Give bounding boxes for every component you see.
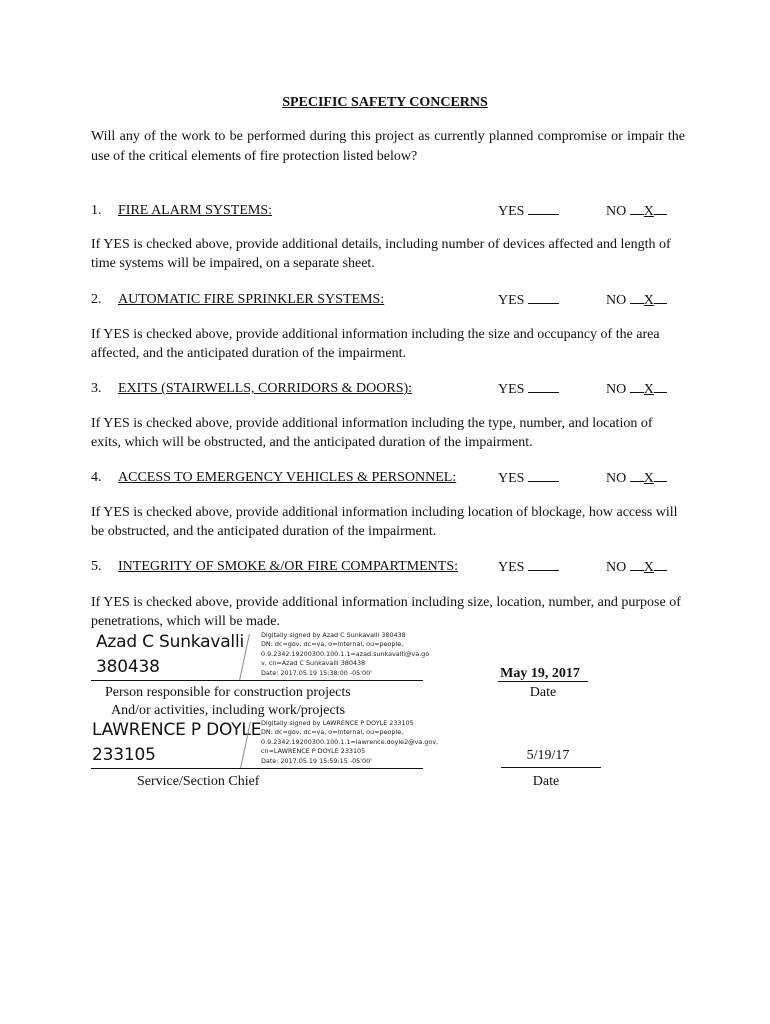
item-detail: If YES is checked above, provide additional information including the type, number, and location of exits, which will be obstructed, and the anticipated duration of the impairment. [91, 416, 653, 450]
no-field[interactable] [606, 468, 667, 488]
date-label: Date [529, 685, 557, 700]
digital-signature-stamp [261, 631, 429, 678]
item-number: 2. [91, 292, 102, 307]
stamp-line: 0.9.2342.19200300.100.1.1=azad.sunkavalli@va.go [261, 649, 430, 658]
intro-question: Will any of the work to be performed during this project as currently planned compromise or impair the use of the critical elements of fire protection listed below? [91, 129, 685, 164]
yes-label: YES [498, 204, 525, 219]
signer-id: 233105 [92, 745, 156, 765]
yes-blank[interactable] [528, 557, 559, 571]
document-title: SPECIFIC SAFETY CONCERNS [282, 95, 488, 110]
yes-blank[interactable] [528, 379, 559, 393]
item-label: AUTOMATIC FIRE SPRINKLER SYSTEMS: [118, 292, 385, 307]
signer-id: 380438 [96, 657, 160, 677]
yes-label: YES [498, 293, 525, 308]
item-detail: If YES is checked above, provide additional information including the size and occupancy of the area affected, and the anticipated duration of the impairment. [91, 327, 660, 361]
date-line [498, 681, 588, 682]
no-field[interactable] [606, 290, 667, 310]
no-label: NO [606, 471, 627, 486]
stamp-line: Digitally signed by LAWRENCE P DOYLE 233105 [261, 719, 414, 727]
no-label: NO [606, 382, 627, 397]
no-checkmark: X [643, 471, 654, 486]
yes-blank[interactable] [528, 468, 559, 482]
no-checkmark: X [643, 382, 654, 397]
stamp-line: 0.9.2342.19200300.100.1.1=lawrence.doyle2@va.gov, [261, 737, 439, 746]
no-checkmark: X [643, 560, 654, 575]
item-label: FIRE ALARM SYSTEMS: [118, 203, 273, 218]
item-number: 4. [91, 470, 102, 485]
item-number: 3. [91, 381, 102, 396]
item-label: ACCESS TO EMERGENCY VEHICLES & PERSONNEL: [118, 470, 457, 485]
item-detail: If YES is checked above, provide additional details, including number of devices affected and length of time systems will be impaired, on a separate sheet. [91, 237, 671, 271]
item-number: 5. [91, 559, 102, 574]
yes-field[interactable] [498, 201, 559, 221]
stamp-line: DN: dc=gov, dc=va, o=internal, ou=people, [261, 640, 404, 649]
yes-blank[interactable] [528, 201, 559, 215]
blank-lead [630, 557, 644, 571]
blank-trail [654, 290, 667, 304]
stamp-line: v, cn=Azad C Sunkavalli 380438 [261, 659, 366, 668]
digital-signature-stamp [261, 719, 438, 766]
item-number: 1. [91, 203, 102, 218]
item-detail: If YES is checked above, provide additional information including size, location, number, and purpose of penetrations, which will be made. [91, 595, 681, 629]
stamp-line: Digitally signed by Azad C Sunkavalli 380438 [261, 631, 406, 639]
no-field[interactable] [606, 379, 667, 399]
yes-field[interactable] [498, 290, 559, 310]
item-detail: If YES is checked above, provide additional information including location of blockage, how access will be obstructed, and the anticipated duration of the impairment. [91, 505, 678, 539]
no-checkmark: X [643, 293, 654, 308]
blank-trail [654, 379, 667, 393]
yes-blank[interactable] [528, 290, 559, 304]
blank-trail [654, 557, 667, 571]
date-line [501, 767, 601, 768]
blank-lead [630, 201, 644, 215]
yes-label: YES [498, 382, 525, 397]
date-label: Date [532, 774, 560, 789]
stamp-line: Date: 2017.05.19 15:59:15 -05'00' [261, 756, 372, 765]
signer-name: LAWRENCE P DOYLE [92, 720, 262, 740]
no-field[interactable] [606, 201, 667, 221]
signature-line [91, 768, 423, 769]
role-line-2: And/or activities, including work/projects [111, 703, 346, 718]
item-label: INTEGRITY OF SMOKE &/OR FIRE COMPARTMENTS: [118, 559, 458, 574]
yes-field[interactable] [498, 379, 559, 399]
stamp-line: Date: 2017.05.19 15:38:00 -05'00' [261, 668, 372, 677]
signer-name: Azad C Sunkavalli [96, 632, 244, 652]
yes-field[interactable] [498, 557, 559, 577]
no-label: NO [606, 293, 627, 308]
no-checkmark: X [643, 204, 654, 219]
yes-field[interactable] [498, 468, 559, 488]
blank-trail [654, 201, 667, 215]
signature-line [91, 680, 423, 681]
stamp-line: DN: dc=gov, dc=va, o=internal, ou=people, [261, 728, 404, 737]
blank-lead [630, 468, 644, 482]
role-line-1: Person responsible for construction projects [105, 685, 351, 700]
blank-lead [630, 290, 644, 304]
stamp-line: cn=LAWRENCE P DOYLE 233105 [261, 747, 366, 756]
yes-label: YES [498, 560, 525, 575]
yes-label: YES [498, 471, 525, 486]
no-label: NO [606, 560, 627, 575]
blank-lead [630, 379, 644, 393]
date-value: May 19, 2017 [500, 666, 580, 681]
role-line-1: Service/Section Chief [137, 774, 260, 789]
date-value: 5/19/17 [526, 748, 570, 763]
item-label: EXITS (STAIRWELLS, CORRIDORS & DOORS): [118, 381, 413, 396]
no-field[interactable] [606, 557, 667, 577]
blank-trail [654, 468, 667, 482]
no-label: NO [606, 204, 627, 219]
